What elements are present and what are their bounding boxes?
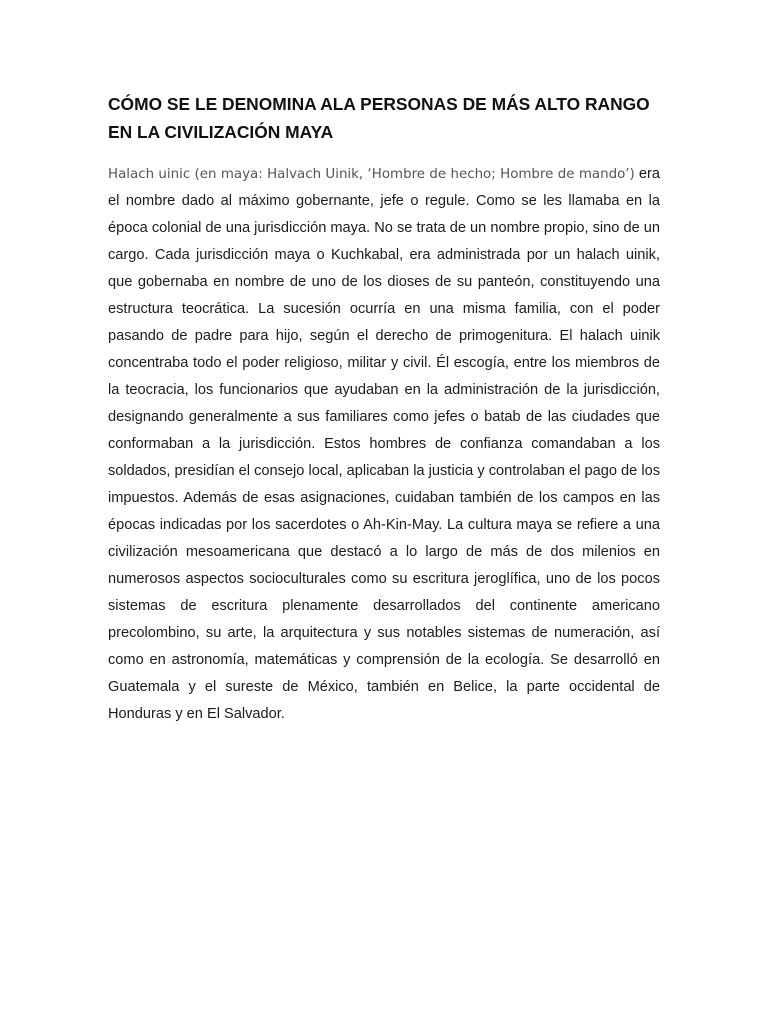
document-title: CÓMO SE LE DENOMINA ALA PERSONAS DE MÁS ALTO RANGO EN LA CIVILIZACIÓN MAYA <box>108 94 650 142</box>
lead-in-text: Halach uinic (en maya: Halvach Uinik, ‘Hombre de hecho; Hombre de mando’) <box>108 167 635 182</box>
body-text: era el nombre dado al máximo gobernante, jefe o regule. Como se les llamaba en la época colonial de una jurisdicción maya. No se trata de un nombre propio, sino de un cargo. Cada jurisdicción maya o Kuchkabal, era administrada por un halach uinik, que gobernaba en nombre de uno de los dioses de su panteón, constituyendo una estructura teocrática. La sucesión ocurría en una misma familia, con el poder pasando de padre para hijo, según el derecho de primogenitura. El halach uinik concentraba todo el poder religioso, militar y civil. Él escogía, entre los miembros de la teocracia, los funcionarios que ayudaban en la administración de la jurisdicción, designando generalmente a sus familiares como jefes o batab de las ciudades que conformaban a la jurisdicción. Estos hombres de confianza comandaban a los soldados, presidían el consejo local, aplicaban la justicia y controlaban el pago de los impuestos. Además de esas asignaciones, cuidaban también de los campos en las épocas indicadas por los sacerdotes o Ah-Kin-May. La cultura maya se refiere a una civilización mesoamericana que destacó a lo largo de más de dos milenios en numerosos aspectos socioculturales como su escritura jeroglífica, uno de los pocos sistemas de escritura plenamente desarrollados del continente americano precolombino, su arte, la arquitectura y sus notables sistemas de numeración, así como en astronomía, matemáticas y comprensión de la ecología. Se desarrolló en Guatemala y el sureste de México, también en Belice, la parte occidental de Honduras y en El Salvador. <box>108 166 660 722</box>
document-paragraph <box>108 161 660 728</box>
